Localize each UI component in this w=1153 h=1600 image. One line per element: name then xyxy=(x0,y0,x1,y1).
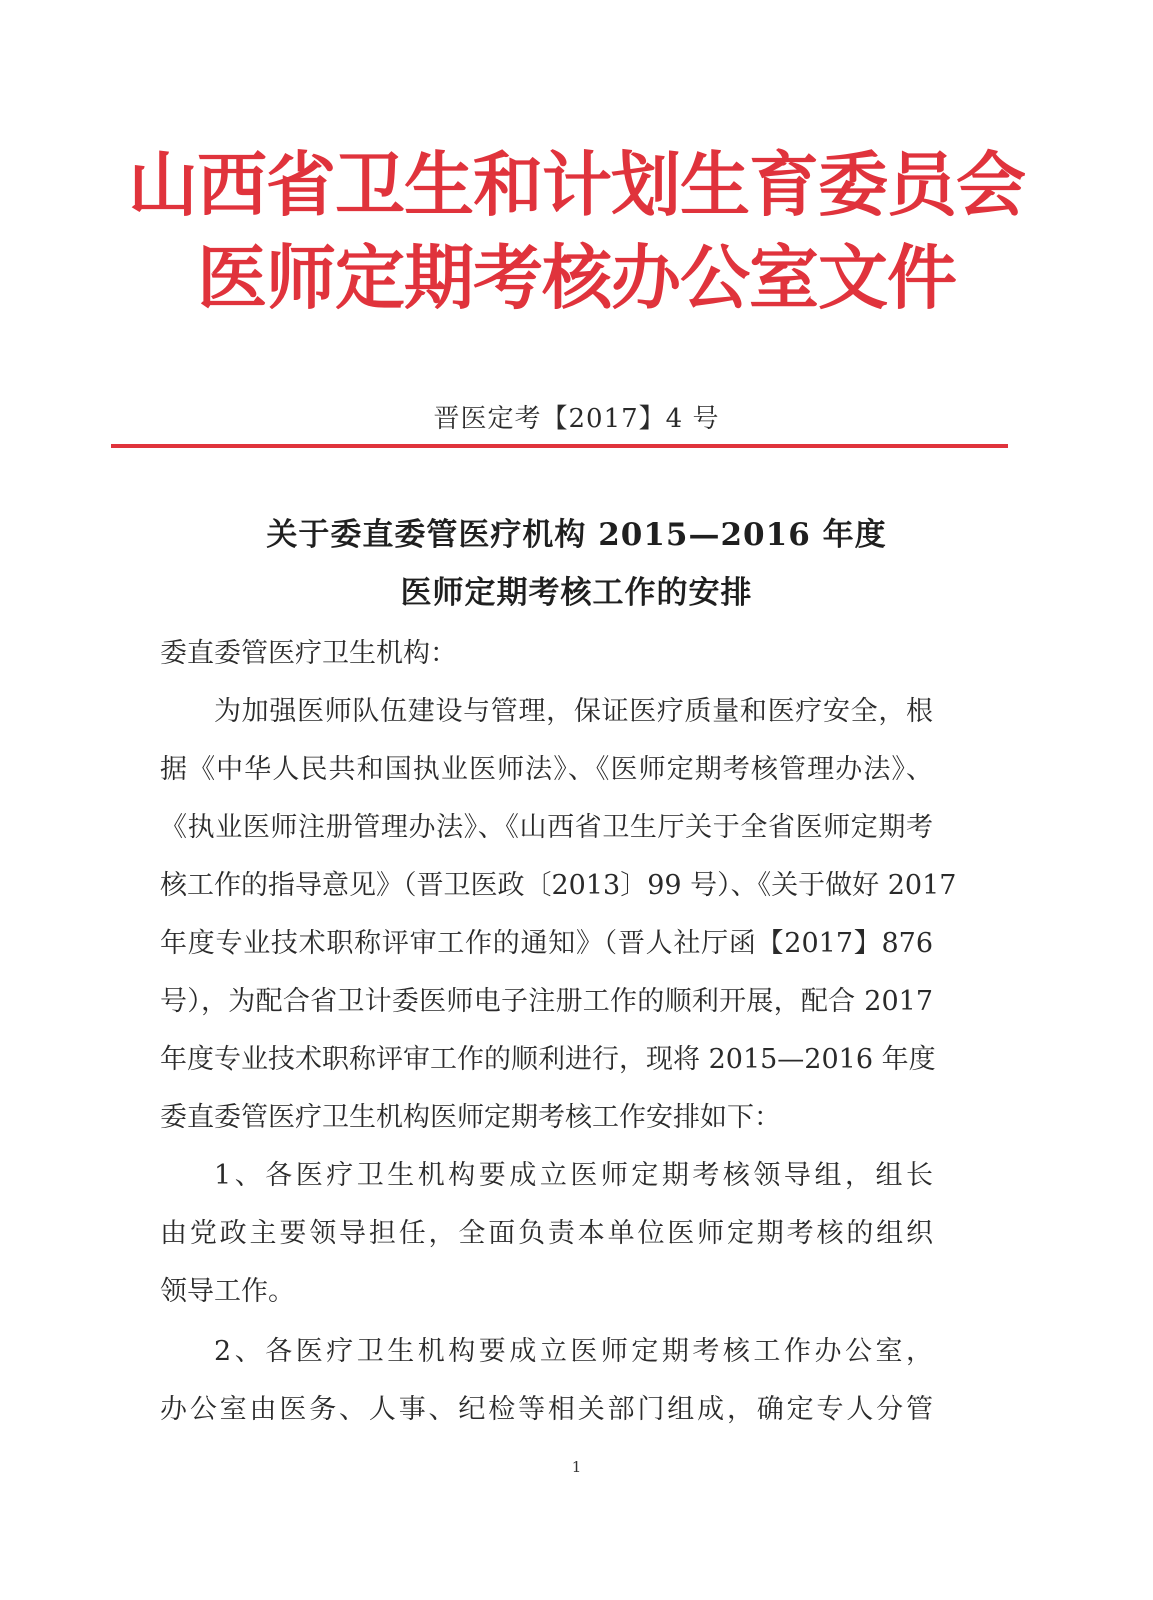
body-line: 委直委管医疗卫生机构医师定期考核工作安排如下： xyxy=(160,1102,781,1133)
red-divider xyxy=(111,444,1008,448)
issuer-header-line2: 医师定期考核办公室文件 xyxy=(197,236,956,319)
body-line: 据《中华人民共和国执业医师法》、《医师定期考核管理办法》、 xyxy=(160,754,933,785)
document-title-line1: 关于委直委管医疗机构 2015—2016 年度 xyxy=(266,517,887,553)
body-line: 号），为配合省卫计委医师电子注册工作的顺利开展，配合 2017 xyxy=(160,986,933,1017)
document-title-line2: 医师定期考核工作的安排 xyxy=(400,575,753,611)
body-line: 领导工作。 xyxy=(160,1276,295,1307)
document-number: 晋医定考【2017】4 号 xyxy=(433,404,720,434)
body-line: 年度专业技术职称评审工作的顺利进行，现将 2015—2016 年度 xyxy=(160,1044,936,1075)
body-line: 年度专业技术职称评审工作的通知》（晋人社厅函【2017】876 xyxy=(160,928,933,959)
body-line: 《执业医师注册管理办法》、《山西省卫生厅关于全省医师定期考 xyxy=(160,812,933,843)
body-line: 2、各医疗卫生机构要成立医师定期考核工作办公室， xyxy=(214,1336,933,1367)
body-line: 为加强医师队伍建设与管理，保证医疗质量和医疗安全，根 xyxy=(214,696,933,727)
salutation: 委直委管医疗卫生机构： xyxy=(160,638,457,669)
issuer-header-line1: 山西省卫生和计划生育委员会 xyxy=(128,143,1025,226)
body-line: 由党政主要领导担任，全面负责本单位医师定期考核的组织 xyxy=(160,1218,933,1249)
body-line: 核工作的指导意见》（晋卫医政〔2013〕99 号）、《关于做好 2017 xyxy=(160,870,957,901)
page-number: 1 xyxy=(571,1458,582,1476)
body-line: 1、各医疗卫生机构要成立医师定期考核领导组，组长 xyxy=(214,1160,933,1191)
body-line: 办公室由医务、人事、纪检等相关部门组成，确定专人分管 xyxy=(160,1394,933,1425)
